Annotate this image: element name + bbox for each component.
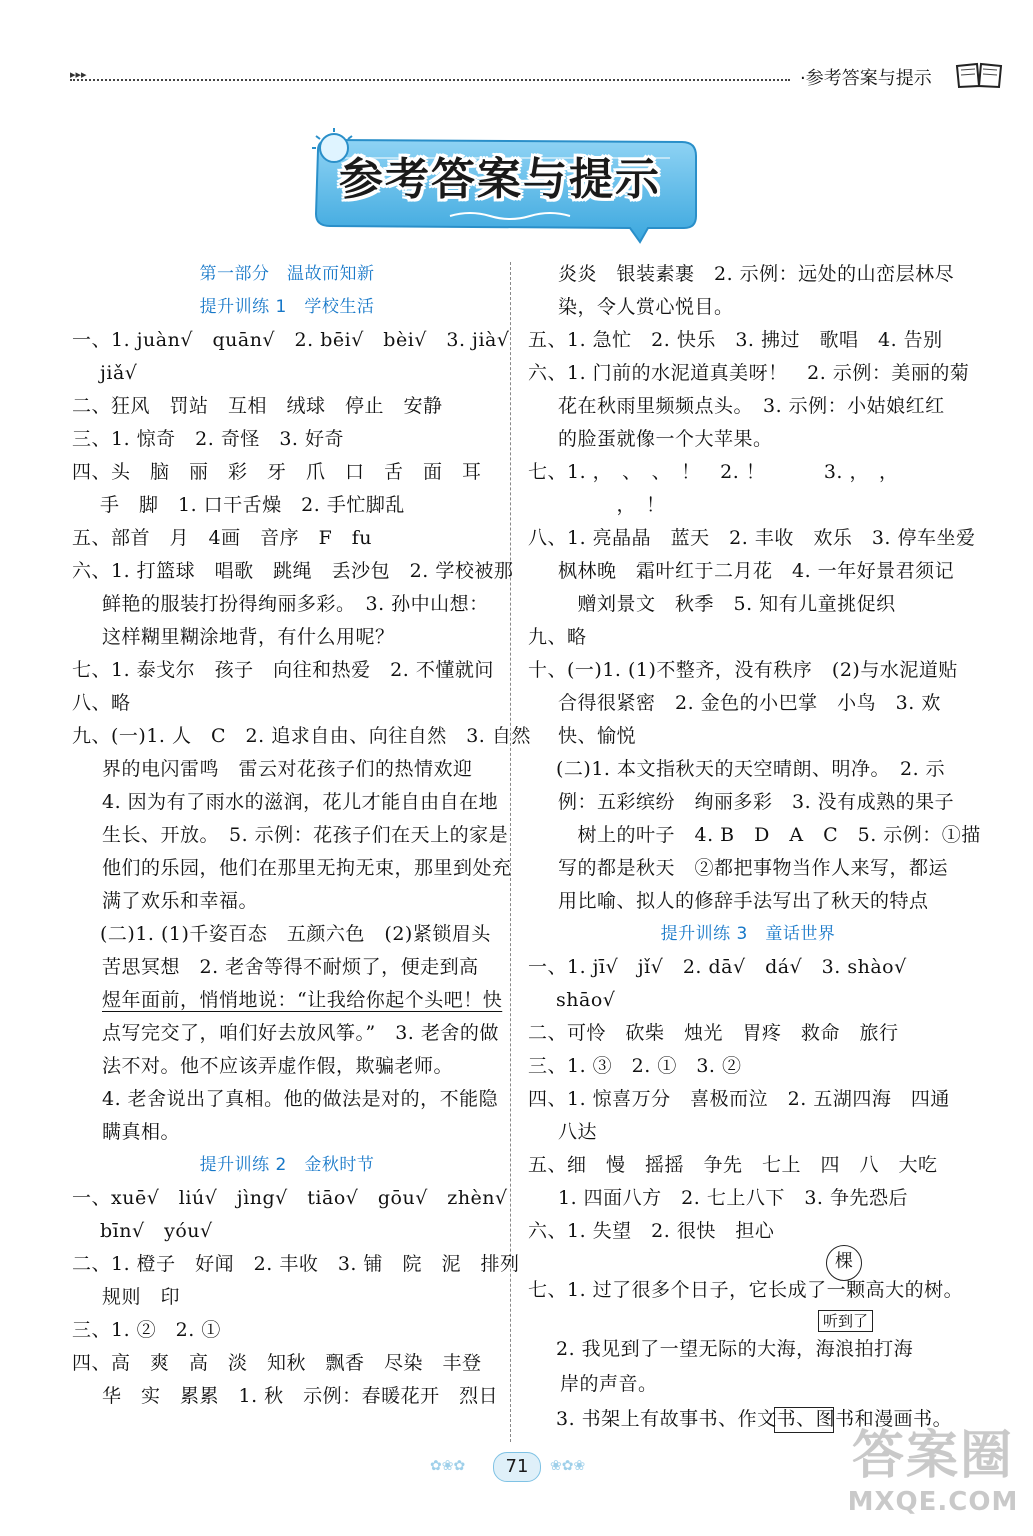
answer-line: (二)1. (1)千姿百态 五颜六色 (2)紧锁眉头 <box>100 923 491 945</box>
q7-1-sentence: 七、1. 过了很多个日子，它长成了一颗高大的树。 <box>528 1279 964 1301</box>
answer-line: 八达 <box>558 1121 598 1143</box>
q7-2-sentence-line1: 2. 我见到了一望无际的大海，海浪拍打海 <box>556 1338 914 1360</box>
footer-left-decoration: ✿❀✿ <box>430 1458 466 1474</box>
answer-line: 四、高 爽 高 淡 知秋 飘香 尽染 丰登 <box>72 1352 482 1374</box>
answer-line: 一、1. juàn√ quān√ 2. bēi√ bèi√ 3. jià√ <box>72 329 510 351</box>
answer-line: 煜年面前，悄悄地说：“让我给你起个头吧！快 <box>102 989 503 1011</box>
answer-line: 六、1. 打篮球 唱歌 跳绳 丢沙包 2. 学校被那 <box>72 560 514 582</box>
answer-line: 生长、开放。 5. 示例：花孩子们在天上的家是 <box>102 824 509 846</box>
answer-line: 七、1. 泰戈尔 孩子 向往和热爱 2. 不懂就问 <box>72 659 494 681</box>
answer-line: 二、可怜 砍柴 烛光 胃疼 救命 旅行 <box>528 1022 899 1044</box>
edit-mark-insert-char: 棵 <box>826 1245 862 1281</box>
answer-line: 满了欢乐和幸福。 <box>102 890 259 912</box>
answer-line: 写的都是秋天 ②都把事物当作人来写，都运 <box>558 857 949 879</box>
answer-line: 手 脚 1. 口干舌燥 2. 手忙脚乱 <box>100 494 405 516</box>
answer-line: 三、1. 惊奇 2. 奇怪 3. 好奇 <box>72 428 345 450</box>
answer-line: 一、1. jī√ jǐ√ 2. dā√ dá√ 3. shào√ <box>528 956 907 978</box>
answer-line: 枫林晚 霜叶红于二月花 4. 一年好景君须记 <box>558 560 955 582</box>
answer-line: 九、(一)1. 人 C 2. 追求自由、向往自然 3. 自然 <box>72 725 531 747</box>
header-dotted-rule <box>70 79 790 81</box>
answer-line: 例：五彩缤纷 绚丽多彩 3. 没有成熟的果子 <box>558 791 955 813</box>
answer-line: 二、1. 橙子 好闻 2. 丰收 3. 铺 院 泥 排列 <box>72 1253 520 1275</box>
answer-line: 八、1. 亮晶晶 蓝天 2. 丰收 欢乐 3. 停车坐爱 <box>528 527 976 549</box>
answer-line: 一、xuē√ liú√ jìng√ tiāo√ gōu√ zhèn√ <box>72 1187 508 1209</box>
left-column <box>72 258 531 1413</box>
answer-line: 六、1. 门前的水泥道真美呀！ 2. 示例：美丽的菊 <box>528 362 970 384</box>
answer-line: 七、1. ， 、 、 ！ 2. ！ 3. ， ， <box>528 461 899 483</box>
answer-line: 4. 老舍说出了真相。他的做法是对的，不能隐 <box>102 1088 499 1110</box>
q7-2-insert-box: 听到了 <box>818 1310 873 1332</box>
answer-line: 三、1. ② 2. ① <box>72 1319 221 1341</box>
answer-line: 花在秋雨里频频点头。 3. 示例：小姑娘红红 <box>558 395 945 417</box>
answer-line: 九、略 <box>528 626 587 648</box>
banner-title: 参考答案与提示 <box>339 154 661 205</box>
q7-3-sentence: 3. 书架上有故事书、作文书、图书和漫画书。 <box>556 1408 953 1430</box>
page-number: 71 <box>493 1452 541 1482</box>
answer-line: jiǎ√ <box>100 362 138 384</box>
title-banner <box>300 128 710 248</box>
answer-line: 点写完交了，咱们好去放风筝。” 3. 老舍的做 <box>102 1022 499 1044</box>
watermark <box>838 1425 1028 1530</box>
answer-line: 瞒真相。 <box>102 1121 181 1143</box>
answer-line: 二、狂风 罚站 互相 绒球 停止 安静 <box>72 395 443 417</box>
answer-line: 十、(一)1. (1)不整齐，没有秩序 (2)与水泥道贴 <box>528 659 958 681</box>
answer-line: 五、部首 月 4画 音序 F fu <box>72 527 373 549</box>
answer-line: 五、1. 急忙 2. 快乐 3. 拂过 歌唱 4. 告别 <box>528 329 943 351</box>
watermark-top: 答案圈 <box>851 1426 1014 1486</box>
answer-line: 炎炎 银装素裹 2. 示例：远处的山峦层林尽 <box>558 263 955 285</box>
answer-line: 1. 四面八方 2. 七上八下 3. 争先恐后 <box>558 1187 909 1209</box>
answer-line: bīn√ yóu√ <box>100 1220 213 1242</box>
answer-line: 赠刘景文 秋季 5. 知有儿童挑促织 <box>558 593 896 615</box>
answer-line: 四、头 脑 丽 彩 牙 爪 口 舌 面 耳 <box>72 461 482 483</box>
section-heading: 提升训练 3 童话世界 <box>660 924 836 944</box>
running-header-title: ·参考答案与提示 <box>800 68 932 89</box>
footer-right-decoration: ❀✿❀ <box>550 1458 586 1474</box>
section-heading: 提升训练 1 学校生活 <box>199 297 375 317</box>
answer-line: 界的电闪雷鸣 雷云对花孩子们的热情欢迎 <box>102 758 473 780</box>
answer-line: 快、愉悦 <box>558 725 637 747</box>
answer-line: 染，令人赏心悦目。 <box>558 296 734 318</box>
q7-2-sentence-line2: 岸的声音。 <box>560 1373 658 1395</box>
header-arrows: ▸▸▸ <box>70 68 87 81</box>
answer-line: ， ！ <box>558 494 666 516</box>
answer-line: 四、1. 惊喜万分 喜极而泣 2. 五湖四海 四通 <box>528 1088 950 1110</box>
answer-line: 树上的叶子 4. B D A C 5. 示例：①描 <box>558 824 981 846</box>
section-heading: 提升训练 2 金秋时节 <box>199 1155 375 1175</box>
answer-line: (二)1. 本文指秋天的天空晴朗、明净。 2. 示 <box>556 758 946 780</box>
answer-line: shāo√ <box>556 989 616 1011</box>
q7-3-box-mark <box>774 1407 834 1433</box>
answer-line: 六、1. 失望 2. 很快 担心 <box>528 1220 775 1242</box>
answer-line: 三、1. ③ 2. ① 3. ② <box>528 1055 742 1077</box>
section-heading: 第一部分 温故而知新 <box>199 264 375 284</box>
answer-line: 合得很紧密 2. 金色的小巴掌 小鸟 3. 欢 <box>558 692 941 714</box>
answer-line: 法不对。他不应该弄虚作假，欺骗老师。 <box>102 1055 454 1077</box>
answer-line: 八、略 <box>72 692 131 714</box>
answer-line: 鲜艳的服装打扮得绚丽多彩。 3. 孙中山想： <box>102 593 489 615</box>
watermark-bottom: MXQE.COM <box>847 1487 1019 1517</box>
open-book-icon <box>955 60 1003 90</box>
answer-line: 这样糊里糊涂地背，有什么用呢？ <box>102 626 395 648</box>
answer-line: 五、细 慢 摇摇 争先 七上 四 八 大吃 <box>528 1154 938 1176</box>
answer-line: 华 实 累累 1. 秋 示例：春暖花开 烈日 <box>102 1385 499 1407</box>
answer-line: 的脸蛋就像一个大苹果。 <box>558 428 773 450</box>
right-column <box>528 258 981 1248</box>
answer-line: 规则 印 <box>102 1286 181 1308</box>
answer-line: 苦思冥想 2. 老舍等得不耐烦了，便走到高 <box>102 956 479 978</box>
answer-line: 他们的乐园，他们在那里无拘无束，那里到处充 <box>102 857 512 879</box>
answer-line: 4. 因为有了雨水的滋润，花儿才能自由自在地 <box>102 791 499 813</box>
answer-line: 用比喻、拟人的修辞手法写出了秋天的特点 <box>558 890 929 912</box>
